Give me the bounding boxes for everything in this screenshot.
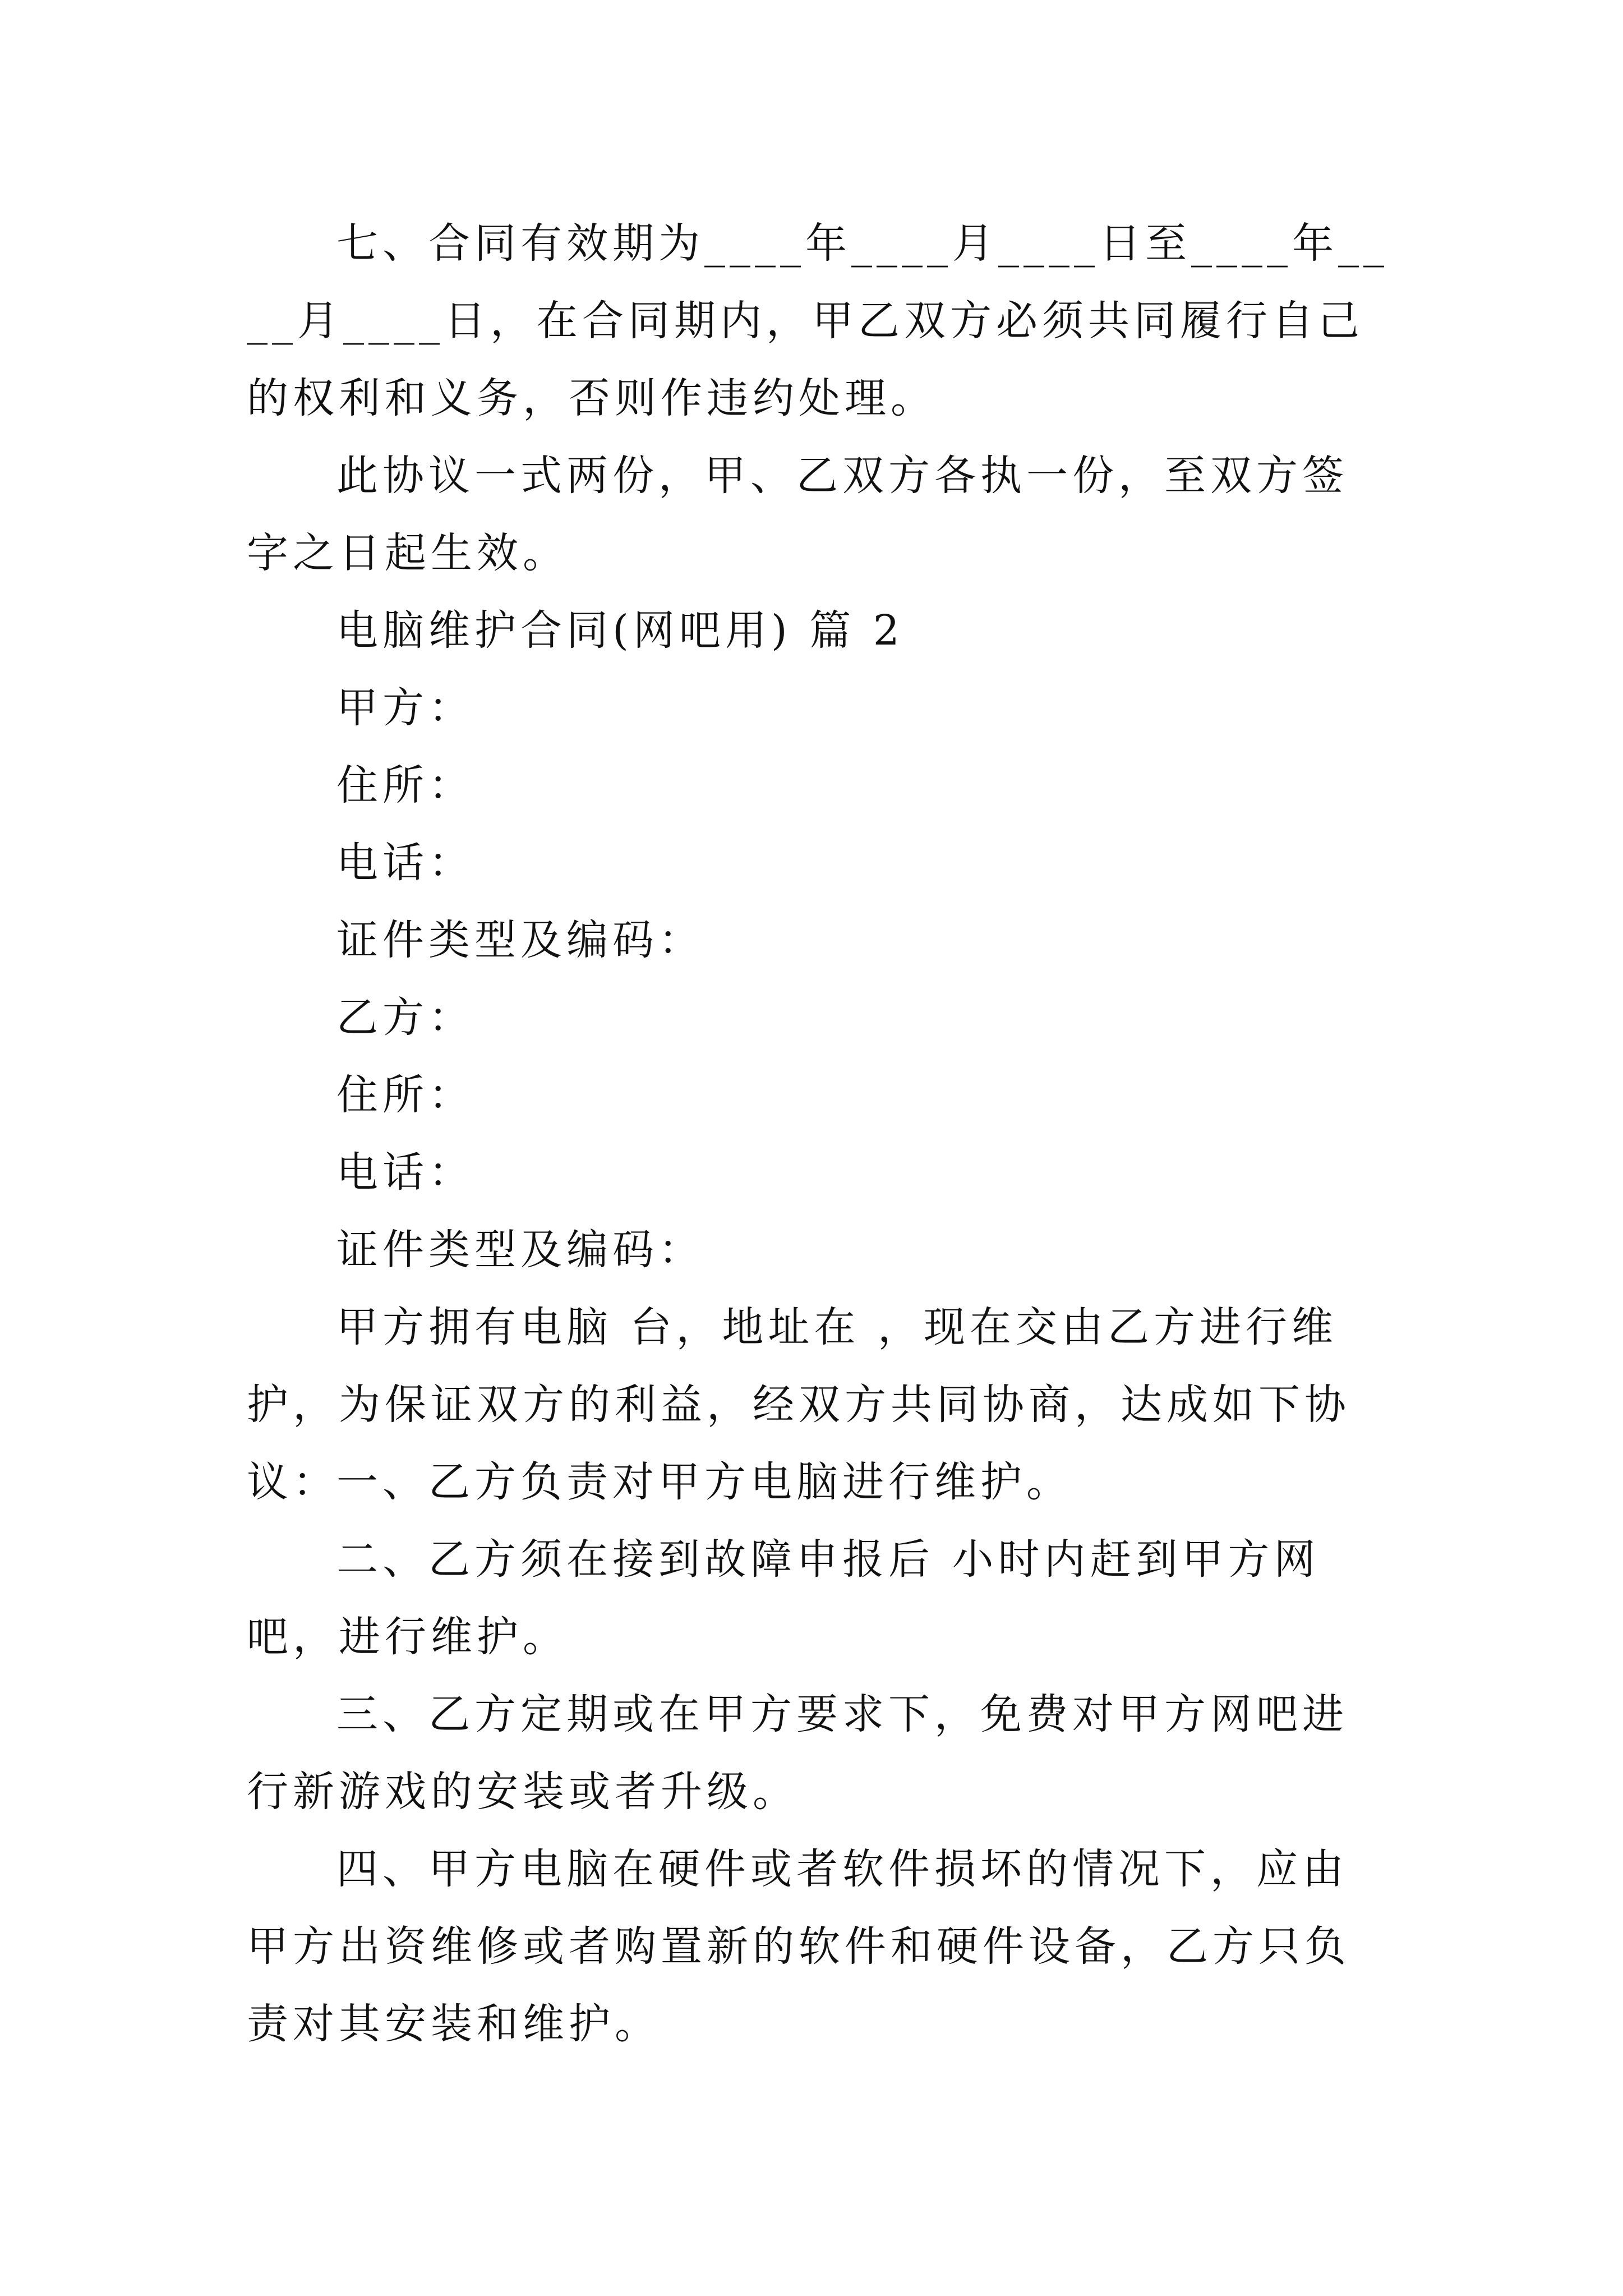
agreement-preamble: 甲方拥有电脑 台，地址在 ，现在交由乙方进行维护，为保证双方的利益，经双方共同协商，达成如下协议： [247,1303,1350,1506]
party-a-id-label: 证件类型及编码： [336,916,704,964]
clause-1: 一、乙方负责对甲方电脑进行维护。 [336,1458,1072,1506]
clause-4: 四、甲方电脑在硬件或者软件损坏的情况下，应由甲方出资维修或者购置新的软件和硬件设备，乙方只负责对其安装和维护。 [247,1845,1350,2048]
agreement-copies-paragraph: 此协议一式两份，甲、乙双方各执一份，至双方签字之日起生效。 [247,452,1348,577]
party-a-label: 甲方： [336,684,474,732]
contract-heading: 电脑维护合同(网吧用) 篇 2 [336,606,904,655]
party-b-label: 乙方： [336,993,474,1042]
clause-3: 三、乙方定期或在甲方要求下，免费对甲方网吧进行新游戏的安装或者升级。 [247,1690,1348,1816]
clause-validity-period: 七、合同有效期为____年____月____日至____年____月____日，在合同期内，甲乙双方必须共同履行自己的权利和义务，否则作违约处理。 [247,219,1389,422]
party-b-address-label: 住所： [336,1071,474,1119]
party-a-phone-label: 电话： [336,839,474,887]
party-b-phone-label: 电话： [336,1148,474,1197]
clause-2: 二、乙方须在接到故障申报后 小时内赶到甲方网吧，进行维护。 [247,1535,1320,1661]
party-a-address-label: 住所： [336,761,474,809]
party-b-id-label: 证件类型及编码： [336,1226,704,1274]
